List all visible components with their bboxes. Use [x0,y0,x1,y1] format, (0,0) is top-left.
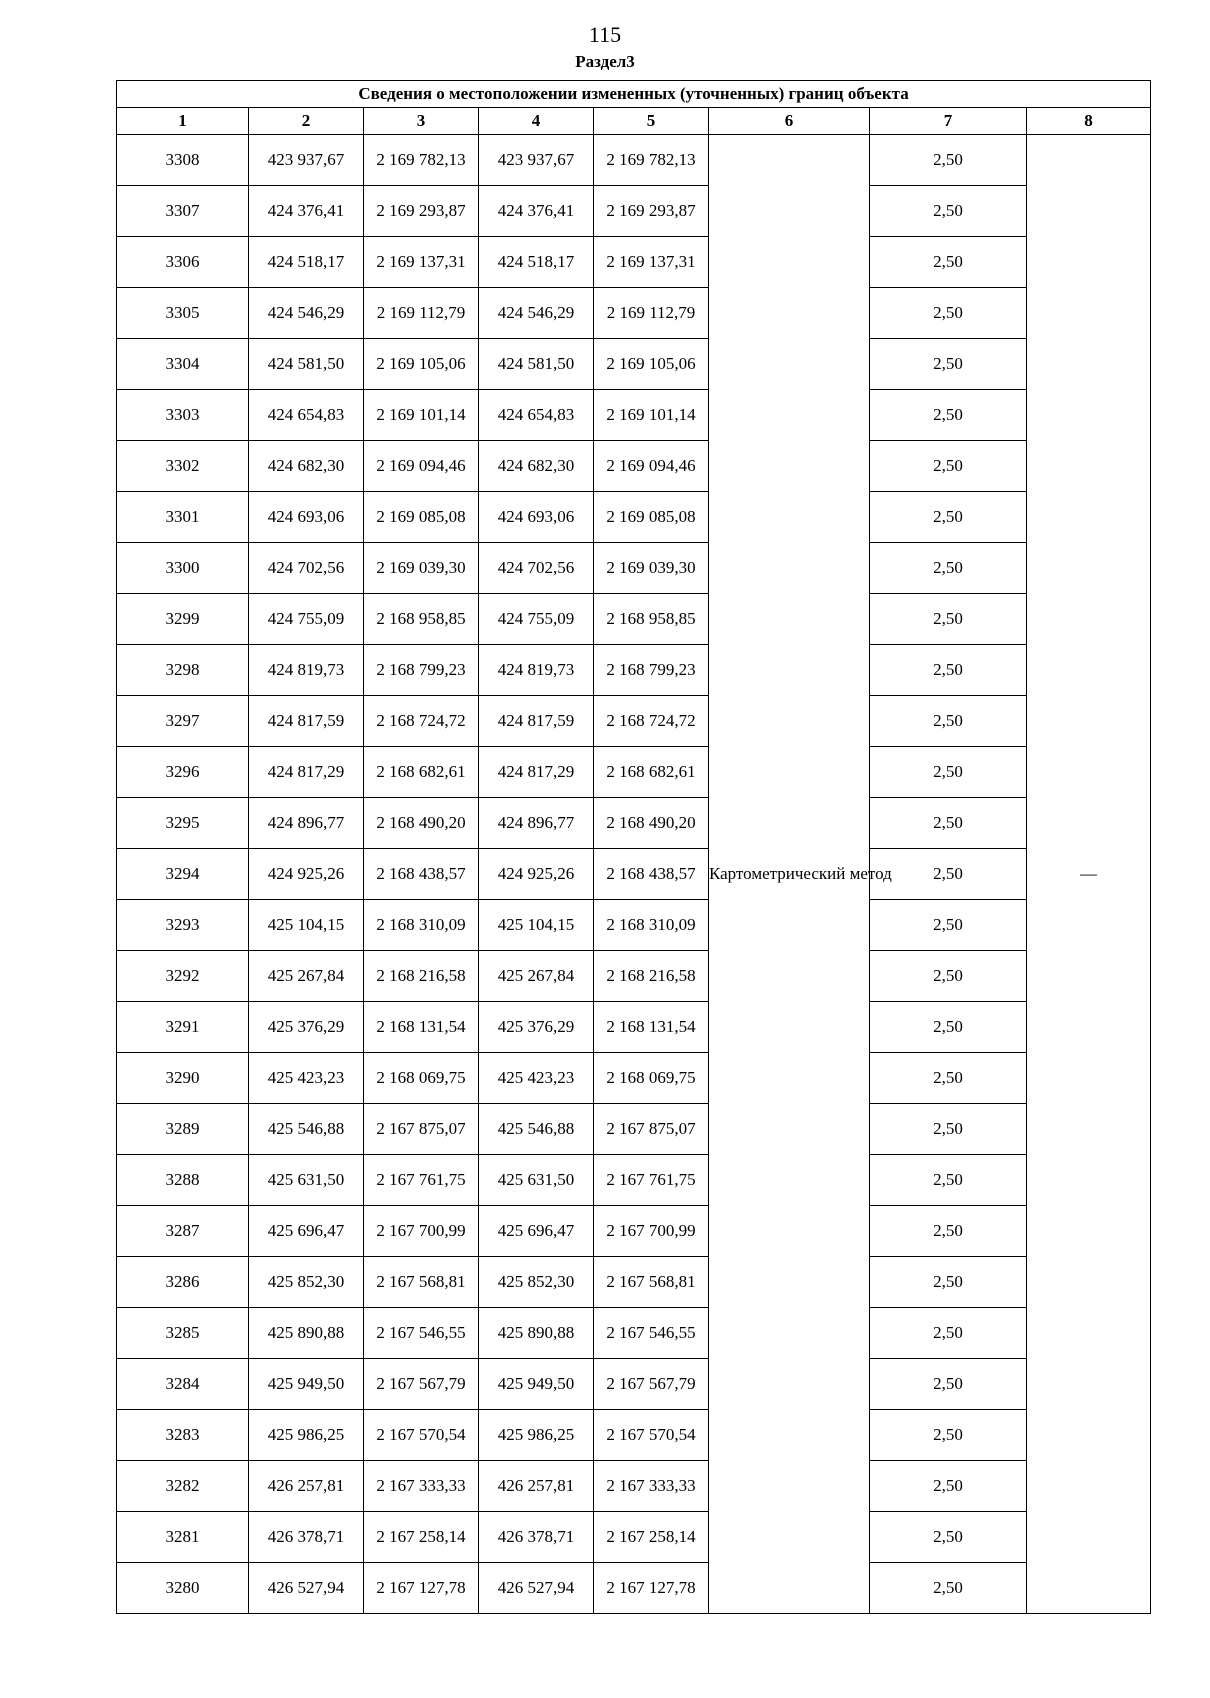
cell-accuracy: 2,50 [870,1053,1027,1104]
cell-point: 3298 [117,645,249,696]
cell-accuracy: 2,50 [870,900,1027,951]
cell-x-old: 424 817,59 [249,696,364,747]
cell-x-old: 426 257,81 [249,1461,364,1512]
table-row [117,951,1151,1002]
table-row [117,798,1151,849]
table-row [117,900,1151,951]
cell-x-old: 425 986,25 [249,1410,364,1461]
cell-accuracy: 2,50 [870,186,1027,237]
cell-y-new: 2 169 293,87 [594,186,709,237]
cell-point: 3300 [117,543,249,594]
cell-x-old: 425 267,84 [249,951,364,1002]
table-row [117,1308,1151,1359]
cell-y-old: 2 167 546,55 [364,1308,479,1359]
cell-accuracy: 2,50 [870,1359,1027,1410]
cell-y-new: 2 167 333,33 [594,1461,709,1512]
cell-y-new: 2 169 105,06 [594,339,709,390]
cell-y-new: 2 167 127,78 [594,1563,709,1614]
coordinates-table [116,80,1151,1614]
table-row [117,594,1151,645]
cell-x-old: 424 682,30 [249,441,364,492]
cell-x-new: 425 104,15 [479,900,594,951]
cell-y-old: 2 168 438,57 [364,849,479,900]
note-cell: — [1027,135,1151,1614]
cell-y-old: 2 168 490,20 [364,798,479,849]
cell-x-new: 425 376,29 [479,1002,594,1053]
cell-point: 3291 [117,1002,249,1053]
cell-accuracy: 2,50 [870,339,1027,390]
cell-accuracy: 2,50 [870,645,1027,696]
cell-y-new: 2 169 094,46 [594,441,709,492]
cell-y-new: 2 168 131,54 [594,1002,709,1053]
table-row [117,1206,1151,1257]
cell-point: 3297 [117,696,249,747]
cell-x-new: 424 817,59 [479,696,594,747]
table-row [117,1359,1151,1410]
cell-y-new: 2 168 724,72 [594,696,709,747]
cell-y-new: 2 167 875,07 [594,1104,709,1155]
cell-x-new: 424 654,83 [479,390,594,441]
cell-x-old: 425 423,23 [249,1053,364,1104]
cell-y-new: 2 169 085,08 [594,492,709,543]
cell-y-old: 2 169 137,31 [364,237,479,288]
cell-point: 3306 [117,237,249,288]
cell-x-old: 423 937,67 [249,135,364,186]
cell-accuracy: 2,50 [870,1410,1027,1461]
cell-y-old: 2 167 761,75 [364,1155,479,1206]
cell-x-old: 424 654,83 [249,390,364,441]
cell-x-new: 425 546,88 [479,1104,594,1155]
cell-point: 3282 [117,1461,249,1512]
cell-point: 3284 [117,1359,249,1410]
table-row [117,1053,1151,1104]
cell-point: 3301 [117,492,249,543]
cell-accuracy: 2,50 [870,594,1027,645]
cell-accuracy: 2,50 [870,798,1027,849]
cell-point: 3286 [117,1257,249,1308]
column-number: 3 [364,108,479,135]
cell-y-new: 2 167 761,75 [594,1155,709,1206]
column-number: 5 [594,108,709,135]
cell-accuracy: 2,50 [870,237,1027,288]
column-number: 6 [709,108,870,135]
cell-point: 3303 [117,390,249,441]
cell-point: 3283 [117,1410,249,1461]
cell-x-old: 424 702,56 [249,543,364,594]
cell-x-new: 424 693,06 [479,492,594,543]
cell-y-old: 2 169 039,30 [364,543,479,594]
table-row [117,1104,1151,1155]
cell-accuracy: 2,50 [870,1206,1027,1257]
cell-y-new: 2 167 568,81 [594,1257,709,1308]
cell-y-new: 2 169 039,30 [594,543,709,594]
cell-y-new: 2 168 216,58 [594,951,709,1002]
cell-x-old: 424 693,06 [249,492,364,543]
cell-y-new: 2 167 700,99 [594,1206,709,1257]
table-row [117,237,1151,288]
cell-y-new: 2 167 258,14 [594,1512,709,1563]
cell-accuracy: 2,50 [870,390,1027,441]
cell-point: 3292 [117,951,249,1002]
column-number: 8 [1027,108,1151,135]
cell-y-old: 2 168 724,72 [364,696,479,747]
cell-x-new: 424 896,77 [479,798,594,849]
cell-x-new: 424 518,17 [479,237,594,288]
cell-accuracy: 2,50 [870,543,1027,594]
cell-x-old: 424 376,41 [249,186,364,237]
table-row [117,186,1151,237]
table-row [117,747,1151,798]
cell-accuracy: 2,50 [870,441,1027,492]
cell-accuracy: 2,50 [870,1563,1027,1614]
cell-x-new: 425 949,50 [479,1359,594,1410]
cell-x-old: 426 378,71 [249,1512,364,1563]
section-title: Раздел3 [575,52,635,71]
table-row [117,390,1151,441]
cell-accuracy: 2,50 [870,135,1027,186]
cell-y-old: 2 168 069,75 [364,1053,479,1104]
cell-y-new: 2 168 958,85 [594,594,709,645]
cell-y-new: 2 168 438,57 [594,849,709,900]
cell-y-new: 2 168 310,09 [594,900,709,951]
cell-x-new: 425 890,88 [479,1308,594,1359]
column-numbers-row [117,108,1151,135]
cell-x-new: 424 817,29 [479,747,594,798]
page-number: 115 [588,22,622,47]
cell-x-old: 424 546,29 [249,288,364,339]
cell-x-old: 425 546,88 [249,1104,364,1155]
cell-y-old: 2 167 875,07 [364,1104,479,1155]
cell-point: 3289 [117,1104,249,1155]
cell-y-new: 2 169 137,31 [594,237,709,288]
cell-x-new: 423 937,67 [479,135,594,186]
cell-x-old: 424 925,26 [249,849,364,900]
cell-y-new: 2 167 546,55 [594,1308,709,1359]
table-row [117,849,1151,900]
cell-x-old: 425 852,30 [249,1257,364,1308]
cell-accuracy: 2,50 [870,288,1027,339]
cell-point: 3302 [117,441,249,492]
column-number: 7 [870,108,1027,135]
cell-x-new: 424 819,73 [479,645,594,696]
cell-x-new: 424 925,26 [479,849,594,900]
cell-y-new: 2 168 490,20 [594,798,709,849]
cell-y-new: 2 169 101,14 [594,390,709,441]
cell-y-old: 2 169 782,13 [364,135,479,186]
table-row [117,1512,1151,1563]
cell-point: 3290 [117,1053,249,1104]
method-cell: Картометрический метод [709,135,870,1614]
cell-x-old: 425 376,29 [249,1002,364,1053]
cell-x-new: 424 376,41 [479,186,594,237]
cell-y-new: 2 169 112,79 [594,288,709,339]
table-row [117,1461,1151,1512]
cell-y-old: 2 169 112,79 [364,288,479,339]
cell-accuracy: 2,50 [870,1512,1027,1563]
cell-y-new: 2 168 682,61 [594,747,709,798]
cell-point: 3287 [117,1206,249,1257]
cell-y-old: 2 167 333,33 [364,1461,479,1512]
table-row [117,135,1151,186]
cell-y-old: 2 167 258,14 [364,1512,479,1563]
cell-accuracy: 2,50 [870,1002,1027,1053]
cell-x-new: 425 696,47 [479,1206,594,1257]
cell-point: 3296 [117,747,249,798]
cell-y-old: 2 168 131,54 [364,1002,479,1053]
cell-point: 3295 [117,798,249,849]
cell-y-old: 2 167 570,54 [364,1410,479,1461]
cell-y-new: 2 167 570,54 [594,1410,709,1461]
cell-accuracy: 2,50 [870,1155,1027,1206]
cell-accuracy: 2,50 [870,747,1027,798]
table-row [117,543,1151,594]
cell-point: 3308 [117,135,249,186]
table-row [117,1155,1151,1206]
cell-x-new: 424 682,30 [479,441,594,492]
cell-x-old: 425 631,50 [249,1155,364,1206]
table-row [117,288,1151,339]
cell-y-new: 2 168 069,75 [594,1053,709,1104]
cell-x-old: 424 581,50 [249,339,364,390]
cell-accuracy: 2,50 [870,849,1027,900]
cell-x-new: 425 267,84 [479,951,594,1002]
table-body [117,135,1151,1614]
cell-point: 3281 [117,1512,249,1563]
cell-point: 3280 [117,1563,249,1614]
cell-x-new: 424 755,09 [479,594,594,645]
cell-x-old: 424 819,73 [249,645,364,696]
cell-x-new: 426 378,71 [479,1512,594,1563]
cell-accuracy: 2,50 [870,492,1027,543]
cell-accuracy: 2,50 [870,1461,1027,1512]
table-row [117,645,1151,696]
cell-y-old: 2 167 700,99 [364,1206,479,1257]
cell-x-old: 425 890,88 [249,1308,364,1359]
cell-point: 3307 [117,186,249,237]
cell-y-old: 2 169 293,87 [364,186,479,237]
cell-accuracy: 2,50 [870,1257,1027,1308]
table-caption: Сведения о местоположении измененных (уточненных) границ объекта [117,81,1151,108]
table-row [117,1563,1151,1614]
cell-x-new: 424 702,56 [479,543,594,594]
cell-x-new: 425 986,25 [479,1410,594,1461]
table-row [117,696,1151,747]
cell-y-old: 2 167 127,78 [364,1563,479,1614]
cell-point: 3288 [117,1155,249,1206]
cell-y-old: 2 169 105,06 [364,339,479,390]
cell-x-old: 424 518,17 [249,237,364,288]
cell-point: 3294 [117,849,249,900]
table-row [117,339,1151,390]
table-row [117,1002,1151,1053]
cell-x-old: 424 755,09 [249,594,364,645]
column-number: 4 [479,108,594,135]
cell-accuracy: 2,50 [870,696,1027,747]
cell-x-old: 426 527,94 [249,1563,364,1614]
cell-x-new: 425 631,50 [479,1155,594,1206]
cell-y-old: 2 168 682,61 [364,747,479,798]
cell-y-old: 2 168 799,23 [364,645,479,696]
cell-point: 3304 [117,339,249,390]
table-row [117,441,1151,492]
table-row [117,492,1151,543]
cell-y-old: 2 169 094,46 [364,441,479,492]
column-number: 2 [249,108,364,135]
cell-x-new: 425 423,23 [479,1053,594,1104]
cell-x-old: 425 696,47 [249,1206,364,1257]
cell-x-old: 424 817,29 [249,747,364,798]
cell-point: 3305 [117,288,249,339]
cell-point: 3293 [117,900,249,951]
cell-x-new: 424 546,29 [479,288,594,339]
table-row [117,1410,1151,1461]
cell-y-old: 2 168 958,85 [364,594,479,645]
cell-y-old: 2 167 568,81 [364,1257,479,1308]
cell-y-new: 2 169 782,13 [594,135,709,186]
cell-x-old: 424 896,77 [249,798,364,849]
column-number: 1 [117,108,249,135]
cell-y-new: 2 167 567,79 [594,1359,709,1410]
cell-x-new: 426 527,94 [479,1563,594,1614]
cell-y-old: 2 168 216,58 [364,951,479,1002]
cell-x-new: 426 257,81 [479,1461,594,1512]
cell-accuracy: 2,50 [870,951,1027,1002]
cell-x-new: 425 852,30 [479,1257,594,1308]
cell-y-old: 2 169 101,14 [364,390,479,441]
cell-accuracy: 2,50 [870,1104,1027,1155]
cell-point: 3299 [117,594,249,645]
cell-y-old: 2 168 310,09 [364,900,479,951]
table-row [117,1257,1151,1308]
cell-y-old: 2 169 085,08 [364,492,479,543]
cell-y-old: 2 167 567,79 [364,1359,479,1410]
cell-y-new: 2 168 799,23 [594,645,709,696]
cell-accuracy: 2,50 [870,1308,1027,1359]
cell-x-old: 425 104,15 [249,900,364,951]
cell-x-old: 425 949,50 [249,1359,364,1410]
cell-point: 3285 [117,1308,249,1359]
cell-x-new: 424 581,50 [479,339,594,390]
